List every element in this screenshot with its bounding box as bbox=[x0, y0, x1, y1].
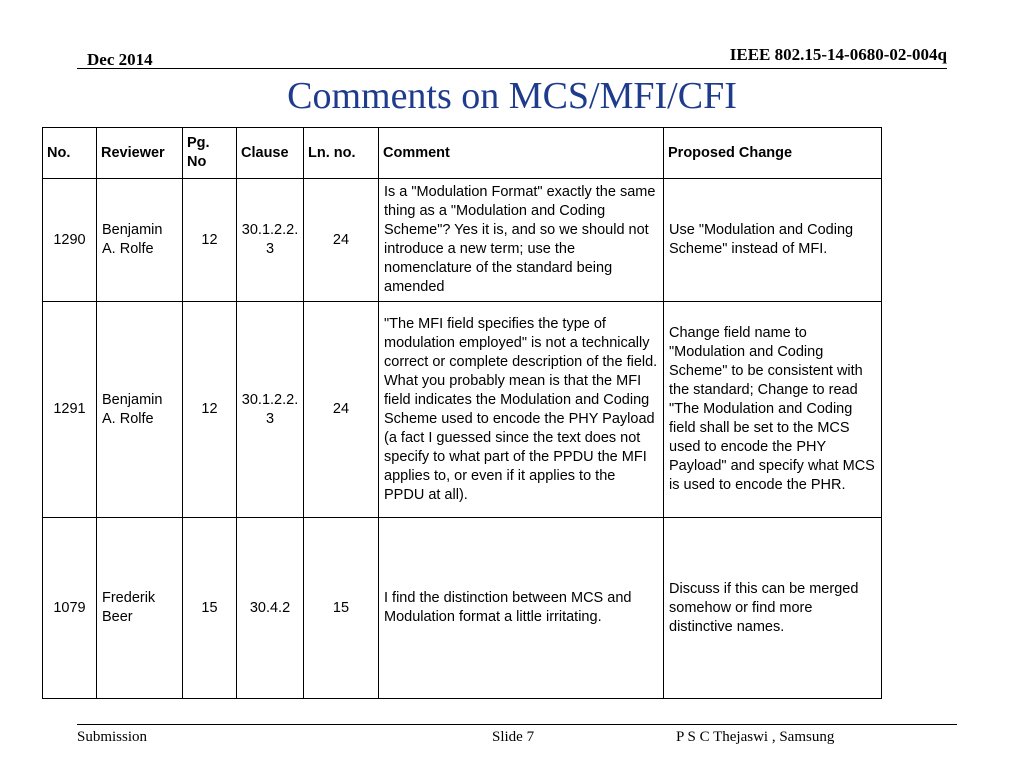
cell-no: 1290 bbox=[43, 179, 97, 302]
table-row bbox=[43, 179, 882, 302]
col-header-page: Pg. No bbox=[183, 128, 237, 179]
cell-comment: I find the distinction between MCS and Modulation format a little irritating. bbox=[379, 518, 664, 699]
footer-submission: Submission bbox=[77, 729, 148, 745]
cell-line: 24 bbox=[304, 179, 379, 302]
table-row bbox=[43, 518, 882, 699]
col-header-comment: Comment bbox=[379, 128, 664, 179]
header-date: Dec 2014 bbox=[87, 50, 153, 69]
table-header-row bbox=[43, 128, 882, 179]
cell-clause: 30.4.2 bbox=[237, 518, 304, 699]
cell-clause: 30.1.2.2.3 bbox=[237, 179, 304, 302]
comments-table bbox=[42, 127, 882, 699]
cell-comment: Is a "Modulation Format" exactly the same thing as a "Modulation and Coding Scheme"? Yes it is, and so we should not introduce a new term; use the nomenclature of the standard being amended bbox=[379, 179, 664, 302]
cell-clause: 30.1.2.2.3 bbox=[237, 302, 304, 518]
cell-reviewer: Benjamin A. Rolfe bbox=[97, 302, 183, 518]
footer-divider bbox=[77, 724, 957, 725]
cell-no: 1291 bbox=[43, 302, 97, 518]
col-header-clause: Clause bbox=[237, 128, 304, 179]
cell-page: 15 bbox=[183, 518, 237, 699]
table-row bbox=[43, 302, 882, 518]
cell-proposed-change: Discuss if this can be merged somehow or find more distinctive names. bbox=[664, 518, 882, 699]
cell-reviewer: Benjamin A. Rolfe bbox=[97, 179, 183, 302]
header-divider bbox=[77, 68, 947, 69]
cell-comment: "The MFI field specifies the type of modulation employed" is not a technically correct or complete description of the field. What you probably mean is that the MFI field indicates the Modulation and Coding Scheme used to encode the PHY Payload (a fact I guessed since the text does not specify to what part of the PPDU the MFI applies to, or even if it applies to the PPDU at all). bbox=[379, 302, 664, 518]
cell-proposed-change: Change field name to "Modulation and Coding Scheme" to be consistent with the standard; Change to read "The Modulation and Coding field shall be set to the MCS used to encode the PHY Payload" and specify what MCS is used to encode the PHR. bbox=[664, 302, 882, 518]
cell-line: 24 bbox=[304, 302, 379, 518]
slide-title: Comments on MCS/MFI/CFI bbox=[287, 75, 737, 117]
cell-page: 12 bbox=[183, 302, 237, 518]
cell-reviewer: Frederik Beer bbox=[97, 518, 183, 699]
footer-author: P S C Thejaswi , Samsung bbox=[676, 729, 835, 745]
cell-proposed-change: Use "Modulation and Coding Scheme" instead of MFI. bbox=[664, 179, 882, 302]
col-header-no: No. bbox=[43, 128, 97, 179]
header-doc-id: IEEE 802.15-14-0680-02-004q bbox=[729, 45, 947, 64]
cell-line: 15 bbox=[304, 518, 379, 699]
cell-page: 12 bbox=[183, 179, 237, 302]
footer-slide-number: Slide 7 bbox=[492, 729, 535, 745]
col-header-reviewer: Reviewer bbox=[97, 128, 183, 179]
col-header-line: Ln. no. bbox=[304, 128, 379, 179]
col-header-proposed-change: Proposed Change bbox=[664, 128, 882, 179]
cell-no: 1079 bbox=[43, 518, 97, 699]
